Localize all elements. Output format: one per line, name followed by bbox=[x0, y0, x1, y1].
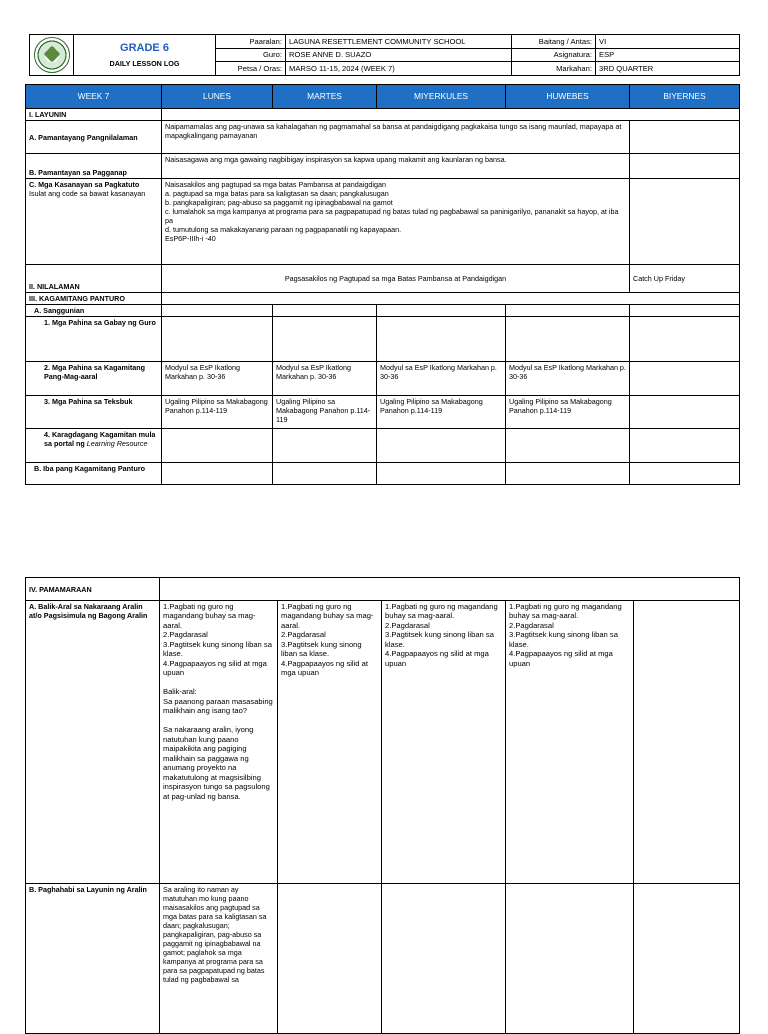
balik-aral-thursday: 1.Pagbati ng guro ng magandang buhay sa mag-aaral. 2.Pagdarasal 3.Pagtitsek kung sinong liban sa klase. 4.Pagpapaayos ng silid at mga upuan bbox=[506, 601, 634, 884]
school-value: LAGUNA RESETTLEMENT COMMUNITY SCHOOL bbox=[286, 35, 512, 49]
balik-aral-monday: 1.Pagbati ng guro ng magandang buhay sa mag-aaral. 2.Pagdarasal 3.Pagtitsek kung sinong liban sa klase. 4.Pagpapaayos ng silid at mga upuan Balik-aral: Sa paanong paraan masasabing malikhain ang isang tao? Sa nakaraang aralin, iyong natutuhan kung paano maipakikita ang pagiging malikhain sa paggawa ng anumang proyekto na makatutulong at magsisilbing inspirasyon tungo sa pagsulong at pag-unlad ng bansa. bbox=[160, 601, 278, 884]
sanggunian-label: A. Sanggunian bbox=[26, 305, 162, 317]
week-header: WEEK 7 bbox=[26, 85, 162, 109]
date-value: MARSO 11-15, 2024 (WEEK 7) bbox=[286, 62, 512, 76]
grade-level-label: Baitang / Antas: bbox=[512, 35, 596, 49]
section-kagamitang-panturo: III. KAGAMITANG PANTURO bbox=[26, 293, 162, 305]
subject-label: Asignatura: bbox=[512, 48, 596, 62]
deped-seal-cell bbox=[30, 35, 74, 76]
paghahabi-monday: Sa araling ito naman ay matutuhan mo kung paano maisasakilos ang pagtupad sa mga batas para sa kaligtasan sa daan; pagkalusugan; pangkapaligiran, pag-abuso sa paggamit ng ipinagbabawal na gamot; paglahok sa mga kampanya at programa para sa para sa pagpapatupad ng batas tulad ng pagbabawal sa bbox=[160, 884, 278, 1034]
karagdagang-kagamitan-cell bbox=[26, 429, 162, 463]
nilalaman-label: II. NILALAMAN bbox=[26, 265, 162, 293]
gabay-ng-guro-label: 1. Mga Pahina sa Gabay ng Guro bbox=[26, 317, 162, 362]
quarter-label: Markahan: bbox=[512, 62, 596, 76]
learning-resource-label: Learning Resource bbox=[86, 439, 148, 448]
day-header-thursday: HUWEBES bbox=[506, 85, 630, 109]
balik-aral-tuesday: 1.Pagbati ng guro ng magandang buhay sa mag-aaral. 2.Pagdarasal 3.Pagtitsek kung sinong liban sa klase. 4.Pagpapaayos ng silid at mga upuan bbox=[278, 601, 382, 884]
kasanayan-label: C. Mga Kasanayan sa Pagkatuto bbox=[29, 180, 140, 189]
kasanayan-text: Naisasakilos ang pagtupad sa mga batas Pambansa at pandaigdigan a. pagtupad sa mga batas para sa kaligtasan sa daan; pangkalusugan b. pangkapaligiran; pag-abuso sa paggamit ng ipinagbabawal na gamot c. lumalahok sa mga kampanya at programa para sa pagpapatupad ng batas tulad ng pagbabawal sa paninigarilyo, pananakit sa hayop, at iba pa d. tumutulong sa makakayanang paraan ng pagpapanatili ng kapayapaan. EsP6P-IIIh-i -40 bbox=[162, 179, 630, 265]
karagdagang-kagamitan-label: 4. Karagdagang Kagamitan mula sa portal ng bbox=[44, 430, 156, 448]
module-pages-monday: Modyul sa EsP Ikatlong Markahan p. 30-36 bbox=[162, 362, 273, 396]
balik-aral-label: A. Balik-Aral sa Nakaraang Aralin at/o Pagsisimula ng Bagong Aralin bbox=[26, 601, 160, 884]
textbook-pages-thursday: Ugaling Pilipino sa Makabagong Panahon p.114-119 bbox=[506, 396, 630, 429]
teksbuk-label: 3. Mga Pahina sa Teksbuk bbox=[26, 396, 162, 429]
textbook-pages-tuesday: Ugaling Pilipino sa Makabagong Panahon p.114-119 bbox=[273, 396, 377, 429]
section-layunin: I. LAYUNIN bbox=[26, 109, 162, 121]
iba-pang-kagamitan-label: B. Iba pang Kagamitang Panturo bbox=[26, 463, 162, 485]
lesson-log-table bbox=[25, 84, 740, 485]
quarter-value: 3RD QUARTER bbox=[596, 62, 740, 76]
pamantayan-sa-pagganap-text: Naisasagawa ang mga gawaing nagbibigay inspirasyon sa kapwa upang makamit ang kaunlaran ng bansa. bbox=[162, 154, 630, 179]
day-header-wednesday: MIYERKULES bbox=[377, 85, 506, 109]
module-pages-wednesday: Modyul sa EsP Ikatlong Markahan p. 30-36 bbox=[377, 362, 506, 396]
paghahabi-label: B. Paghahabi sa Layunin ng Aralin bbox=[26, 884, 160, 1034]
subject-value: ESP bbox=[596, 48, 740, 62]
teacher-label: Guro: bbox=[216, 48, 286, 62]
title-cell bbox=[74, 35, 216, 76]
school-label: Paaralan: bbox=[216, 35, 286, 49]
textbook-pages-wednesday: Ugaling Pilipino sa Makabagong Panahon p.114-119 bbox=[377, 396, 506, 429]
daily-lesson-log-title: DAILY LESSON LOG bbox=[109, 58, 180, 68]
deped-seal-logo bbox=[34, 37, 70, 73]
day-header-monday: LUNES bbox=[162, 85, 273, 109]
module-pages-thursday: Modyul sa EsP Ikatlong Markahan p. 30-36 bbox=[506, 362, 630, 396]
pamantayang-pangnilalaman-text: Naipamamalas ang pag-unawa sa kahalagahan ng pagmamahal sa bansa at pandaigdigang pagkakaisa tungo sa isang maunlad, mapayapa at mapagkalingang pamayanan bbox=[162, 121, 630, 154]
kasanayan-label-cell bbox=[26, 179, 162, 265]
catch-up-friday: Catch Up Friday bbox=[630, 265, 740, 293]
pamamaraan-table bbox=[25, 577, 740, 1034]
nilalaman-text: Pagsasakilos ng Pagtupad sa mga Batas Pambansa at Pandaigdigan bbox=[162, 265, 630, 293]
day-header-friday: BIYERNES bbox=[630, 85, 740, 109]
date-label: Petsa / Oras: bbox=[216, 62, 286, 76]
pamantayang-pangnilalaman-label: A. Pamantayang Pangnilalaman bbox=[26, 121, 162, 154]
header-table bbox=[29, 34, 740, 76]
section-pamamaraan: IV. PAMAMARAAN bbox=[26, 578, 160, 601]
kagamitang-pang-mag-aaral-label: 2. Mga Pahina sa Kagamitang Pang-Mag-aaral bbox=[26, 362, 162, 396]
kasanayan-note: Isulat ang code sa bawat kasanayan bbox=[29, 189, 146, 198]
grade-level-value: VI bbox=[596, 35, 740, 49]
grade-title: GRADE 6 bbox=[120, 42, 169, 55]
balik-aral-wednesday: 1.Pagbati ng guro ng magandang buhay sa mag-aaral. 2.Pagdarasal 3.Pagtitsek kung sinong liban sa klase. 4.Pagpapaayos ng silid at mga upuan bbox=[382, 601, 506, 884]
teacher-value: ROSE ANNE D. SUAZO bbox=[286, 48, 512, 62]
day-header-tuesday: MARTES bbox=[273, 85, 377, 109]
pamantayan-sa-pagganap-label: B. Pamantayan sa Pagganap bbox=[26, 154, 162, 179]
module-pages-tuesday: Modyul sa EsP Ikatlong Markahan p. 30-36 bbox=[273, 362, 377, 396]
textbook-pages-monday: Ugaling Pilipino sa Makabagong Panahon p.114-119 bbox=[162, 396, 273, 429]
